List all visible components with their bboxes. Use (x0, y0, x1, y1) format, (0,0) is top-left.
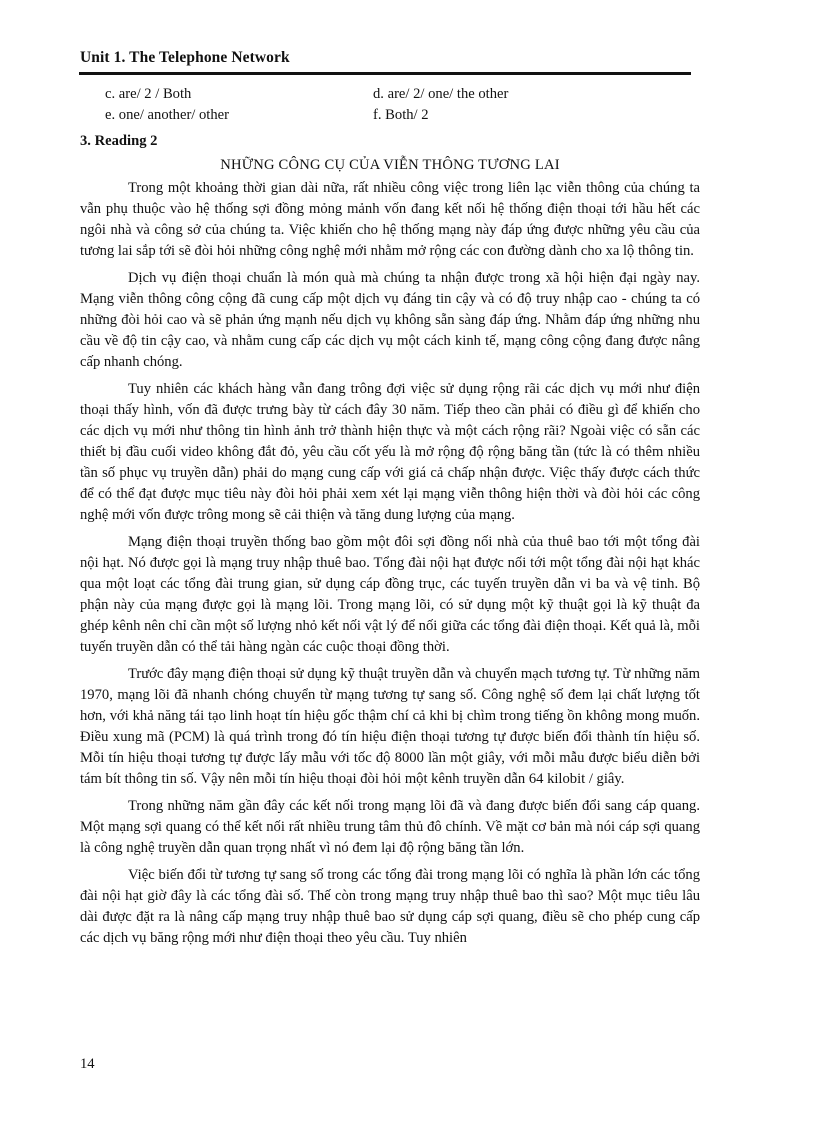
article-title: NHỮNG CÔNG CỤ CỦA VIỄN THÔNG TƯƠNG LAI (220, 157, 560, 173)
paragraph: Dịch vụ điện thoại chuẩn là món quà mà chúng ta nhận được trong xã hội hiện đại ngày nay. Mạng viễn thông công cộng đã cung cấp một dịch vụ đáng tin cậy và có độ truy nhập cao - chúng ta có những đòi hỏi cao và sẽ phản ứng mạnh nếu dịch vụ không sẵn sàng đáp ứng. Nhằm đáp ứng những nhu cầu về độ tin cậy cao, và nhằm cung cấp các dịch vụ một cách kinh tế, mạng công cộng đang được nâng cấp nhanh chóng. (80, 270, 700, 370)
paragraph: Việc biến đổi từ tương tự sang số trong các tổng đài trong mạng lõi có nghĩa là phần lớn các tổng đài nội hạt giờ đây là các tổng đài số. Thế còn trong mạng truy nhập thuê bao thì sao? Một mục tiêu lâu dài được đặt ra là nâng cấp mạng truy nhập thuê bao sử dụng cáp sợi quang, điều sẽ cho phép cung cấp các dịch vụ băng rộng mới như điện thoại theo yêu cầu. Tuy nhiên (80, 867, 700, 946)
section-heading: 3. Reading 2 (80, 133, 158, 149)
paragraph: Mạng điện thoại truyền thống bao gồm một đôi sợi đồng nối nhà của thuê bao tới một tổng đài nội hạt. Nó được gọi là mạng truy nhập thuê bao. Tổng đài nội hạt được nối tới một tổng đài nội hạt khác qua một loạt các tổng đài trung gian, sử dụng cáp đồng trục, các tuyến truyền dẫn vi ba và vệ tinh. Bộ phận này của mạng được gọi là mạng lõi. Trong mạng lõi, có sử dụng một kỹ thuật gọi là kỹ thuật đa ghép kênh nên chỉ cần một số lượng nhỏ kết nối vật lý để nối giữa các tổng đài điện thoại. Kết quả là, mỗi tuyến truyền dẫn có thể tải hàng ngàn các cuộc thoại đồng thời. (80, 534, 700, 655)
paragraph: Trước đây mạng điện thoại sử dụng kỹ thuật truyền dẫn và chuyển mạch tương tự. Từ những năm 1970, mạng lõi đã nhanh chóng chuyển từ mạng tương tự sang số. Công nghệ số đem lại chất lượng tốt hơn, với khả năng tái tạo linh hoạt tín hiệu gốc thậm chí cả khi bị chìm trong tiếng ồn không mong muốn. Điều xung mã (PCM) là quá trình trong đó tín hiệu điện thoại tương tự được biến đổi thành tín hiệu số. Mỗi tín hiệu thoại tương tự được lấy mẫu với tốc độ 8000 lần một giây, với mỗi mẫu được biểu diễn bởi tám bít thông tin số. Vậy nên mỗi tín hiệu thoại đòi hỏi một kênh truyền dẫn 64 kilobit / giây. (80, 666, 700, 787)
paragraph: Trong những năm gần đây các kết nối trong mạng lõi đã và đang được biến đổi sang cáp quang. Một mạng sợi quang có thể kết nối rất nhiều trung tâm thủ đô chính. Về mặt cơ bản mà nói cáp sợi quang là công nghệ truyền dẫn quan trọng nhất vì nó đem lại độ rộng băng tần lớn. (80, 798, 700, 856)
paragraph: Trong một khoảng thời gian dài nữa, rất nhiều công việc trong liên lạc viễn thông của chúng ta vẫn phụ thuộc vào hệ thống sợi đồng mỏng mảnh vốn đang kết nối hệ thống điện thoại tới hầu hết các ngôi nhà và công sở của chúng ta. Việc khiến cho hệ thống mạng này đáp ứng được những yêu cầu của tương lai sắp tới sẽ đòi hỏi những công nghệ mới nhằm mở rộng các con đường dành cho xa lộ thông tin. (80, 180, 700, 259)
answer-option-c: c. are/ 2 / Both (105, 86, 192, 102)
answer-option-e: e. one/ another/ other (105, 107, 229, 123)
answer-option-d: d. are/ 2/ one/ the other (373, 86, 509, 102)
article-body (80, 178, 700, 955)
header-rule (79, 72, 691, 75)
answer-option-f: f. Both/ 2 (373, 107, 429, 123)
page-number: 14 (80, 1056, 95, 1072)
paragraph: Tuy nhiên các khách hàng vẫn đang trông đợi việc sử dụng rộng rãi các dịch vụ mới như điện thoại thấy hình, vốn đã được trưng bày từ cách đây 30 năm. Tiếp theo cần phải có điều gì để khiến cho các dịch vụ mới như thông tin hình ảnh trở thành hiện thực và một cách rộng rãi? Ngoài việc có sẵn các thiết bị đầu cuối video không đắt đỏ, yêu cầu cốt yếu là mở rộng độ rộng băng tần (tức là có thêm nhiều tần số phục vụ truyền dẫn) phải do mạng cung cấp với giá cả chấp nhận được. Việc thấy được cách thức để có thể đạt được mục tiêu này đòi hỏi phải xem xét lại mạng viễn thông hiện thời và đòi hỏi các công nghệ mới vốn được trông mong sẽ cải thiện và tăng dung lượng của mạng. (80, 381, 700, 523)
running-header-title: Unit 1. The Telephone Network (80, 49, 290, 66)
